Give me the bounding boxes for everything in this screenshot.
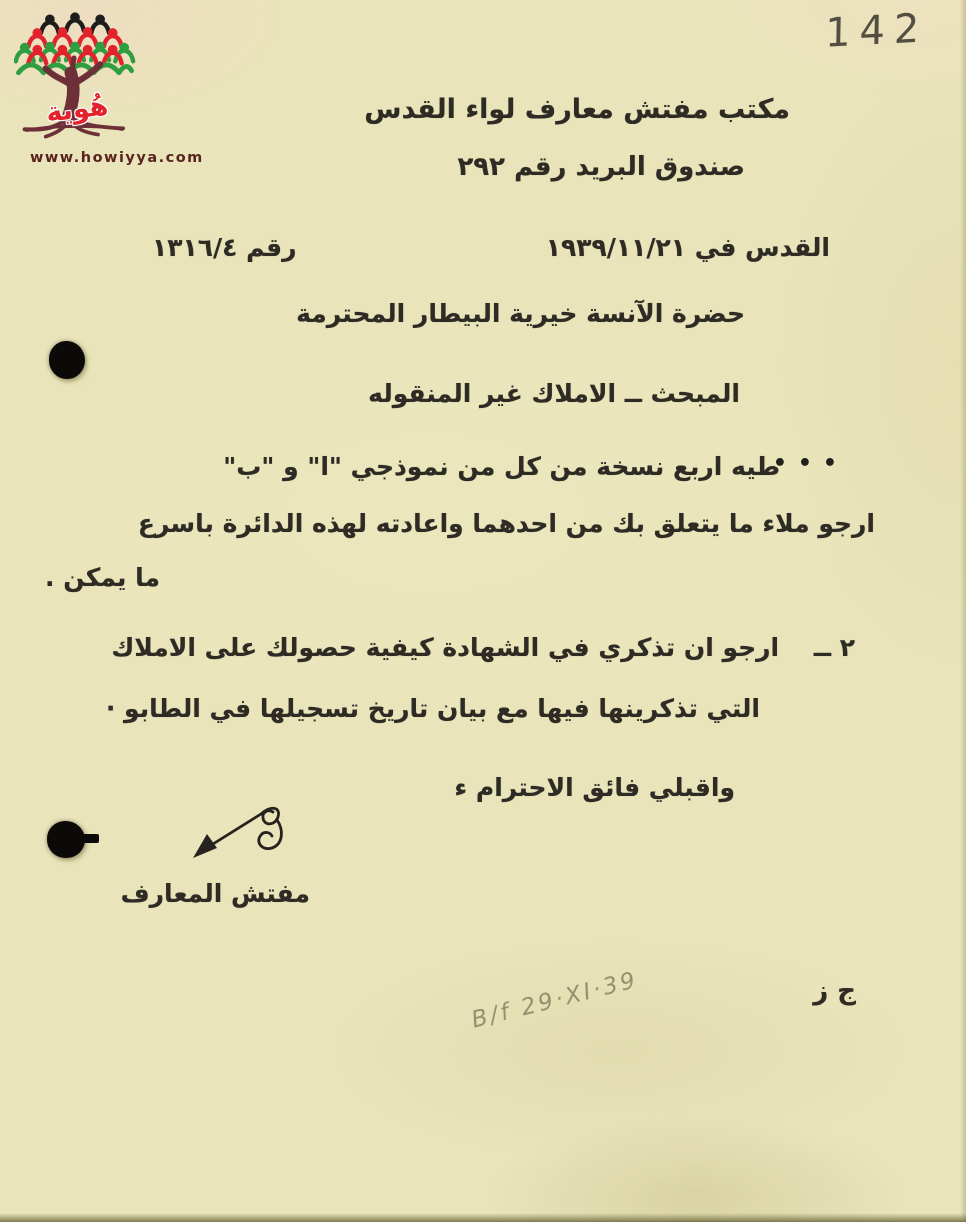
body-line: ارجو ملاء ما يتعلق بك من احدهما واعادته لهذه الدائرة باسرع <box>137 509 875 538</box>
subject-line: المبحث ــ الاملاك غير المنقوله <box>368 379 740 408</box>
hole-punch-top <box>49 341 85 379</box>
letterhead-pobox: صندوق البريد رقم ٢٩٢ <box>457 152 745 182</box>
body-line: التي تذكرينها فيها مع بيان تاريخ تسجيلها في الطابو · <box>105 694 760 723</box>
signature-scribble-icon <box>183 790 315 878</box>
paper-bottom-edge <box>0 1213 966 1222</box>
letterhead-office: مكتب مفتش معارف لواء القدس <box>364 94 790 125</box>
hole-punch-bottom <box>47 821 85 858</box>
paper-right-edge <box>960 0 966 1222</box>
reference-number: رقم ١٣١٦/٤ <box>152 233 297 262</box>
place-date-line: القدس في ١٩٣٩/١١/٢١ <box>545 233 830 262</box>
folio-page-number: 142 <box>824 5 929 57</box>
typist-initials: ج ز <box>813 976 856 1006</box>
hole-punch-bottom-tail <box>83 834 99 843</box>
paragraph1-marker-dots: ••• <box>772 451 848 476</box>
body-line: ٢ ــ ارجو ان تذكري في الشهادة كيفية حصولك على الاملاك <box>111 633 855 662</box>
body-line: طيه اربع نسخة من كل من نموذجي "ا" و "ب" <box>223 452 780 481</box>
addressee-line: حضرة الآنسة خيرية البيطار المحترمة <box>296 299 745 328</box>
watermark-arabic-name: هُوية <box>44 90 110 129</box>
pencil-filing-note: B/f 29·XI·39 <box>468 967 641 1034</box>
howiyya-logo <box>14 12 204 166</box>
signature-title: مفتش المعارف <box>120 879 310 908</box>
closing-line: واقبلي فائق الاحترام ء <box>454 773 735 802</box>
signature-arrowhead <box>193 834 217 858</box>
body-line: ما يمكن . <box>45 563 160 592</box>
watermark-url: www.howiyya.com <box>30 150 204 166</box>
